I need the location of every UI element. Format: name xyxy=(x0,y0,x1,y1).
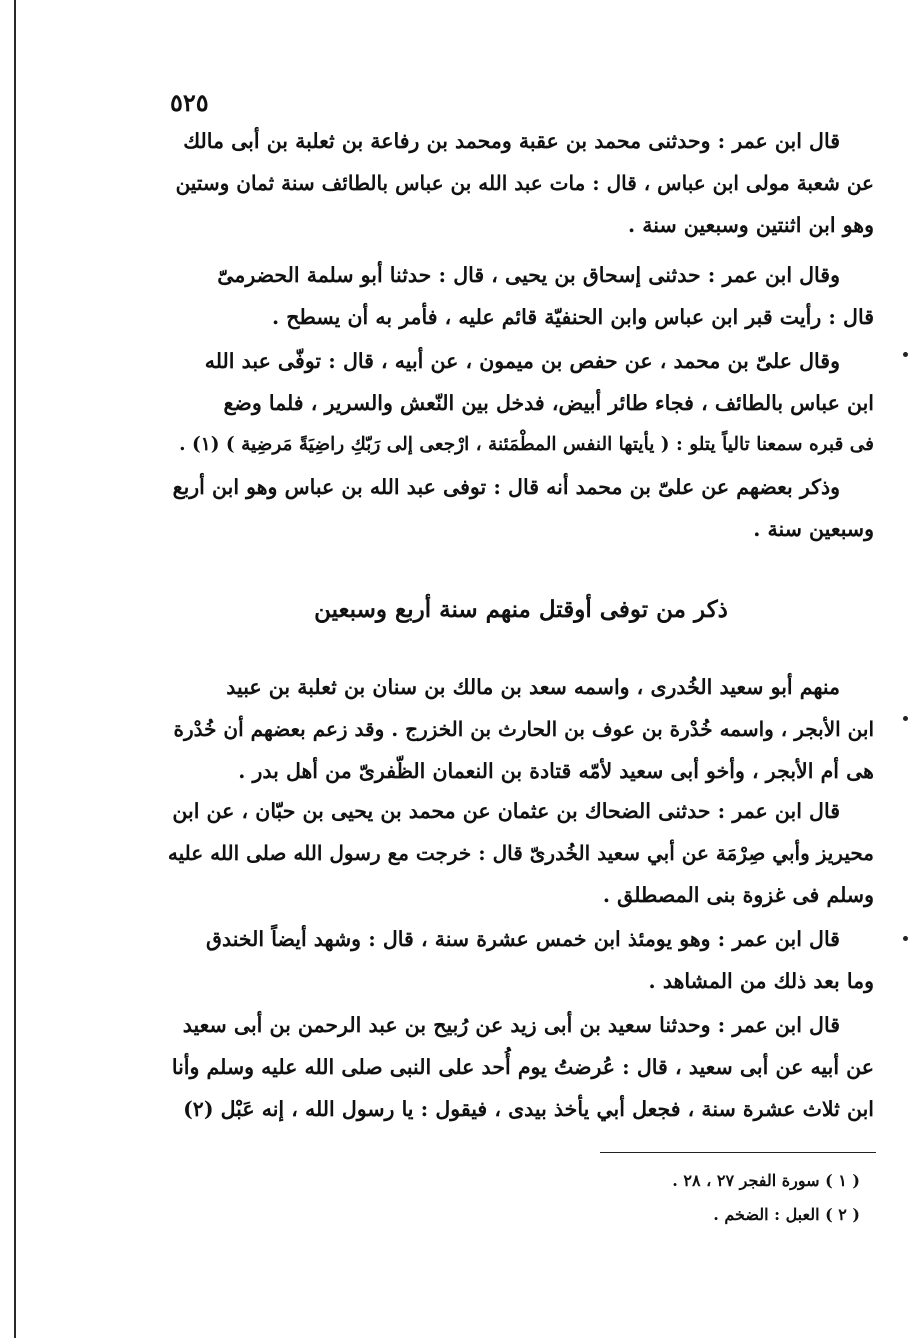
text-line: وما بعد ذلك من المشاهد . xyxy=(648,969,874,993)
text-line: وقال ابن عمر : حدثنى إسحاق بن يحيى ، قال : حدثنا أبو سلمة الحضرمىّ xyxy=(217,263,840,287)
section-heading: ذكر من توفى أوقتل منهم سنة أربع وسبعين xyxy=(314,596,728,623)
text-line: محيريز وأبي صِرْمَة عن أبي سعيد الخُدرىّ قال : خرجت مع رسول الله صلى الله عليه xyxy=(168,841,874,865)
footnote-1: ( ١ ) سورة الفجر ٢٧ ، ٢٨ . xyxy=(672,1171,860,1190)
paragraph-3 xyxy=(168,340,874,466)
text-line: قال : رأيت قبر ابن عباس وابن الحنفيّة قائم عليه ، فأمر به أن يسطح . xyxy=(272,305,874,329)
page-number: ٥٢٥ xyxy=(170,88,209,117)
text-line: ابن عباس بالطائف ، فجاء طائر أبيض، فدخل بين النّعش والسرير ، فلما وضع xyxy=(223,391,874,415)
margin-dot xyxy=(903,716,908,721)
paragraph-4 xyxy=(168,466,874,550)
text-line: وقال علىّ بن محمد ، عن حفص بن ميمون ، عن أبيه ، قال : توفّى عبد الله xyxy=(204,349,840,373)
footnote-2: ( ٢ ) العبل : الضخم . xyxy=(713,1205,860,1224)
margin-dot xyxy=(903,352,908,357)
footnote-divider xyxy=(600,1152,876,1153)
page-edge-line xyxy=(14,0,16,1338)
text-line: وذكر بعضهم عن علىّ بن محمد أنه قال : توفى عبد الله بن عباس وهو ابن أربع xyxy=(172,475,840,499)
text-line: وهو ابن اثنتين وسبعين سنة . xyxy=(628,213,874,237)
text-line: ابن الأبجر ، واسمه خُدْرة بن عوف بن الحارث بن الخزرج . وقد زعم بعضهم أن خُدْرة xyxy=(173,717,874,741)
paragraph-1 xyxy=(168,120,874,246)
text-line: منهم أبو سعيد الخُدرى ، واسمه سعد بن مالك بن سنان بن ثعلبة بن عبيد xyxy=(226,675,840,699)
paragraph-2 xyxy=(168,254,874,338)
paragraph-5 xyxy=(168,666,874,792)
text-line: قال ابن عمر : وحدثنا سعيد بن أبى زيد عن رُبيح بن عبد الرحمن بن أبى سعيد xyxy=(182,1013,840,1037)
text-line: قال ابن عمر : حدثنى الضحاك بن عثمان عن محمد بن يحيى بن حبّان ، عن ابن xyxy=(172,799,840,823)
text-line: قال ابن عمر : وحدثنى محمد بن عقبة ومحمد بن رفاعة بن ثعلبة بن أبى مالك xyxy=(183,129,840,153)
paragraph-8 xyxy=(168,1004,874,1130)
text-line: هى أم الأبجر ، وأخو أبى سعيد لأمّه قتادة بن النعمان الظّفرىّ من أهل بدر . xyxy=(238,759,874,783)
text-line: وسبعين سنة . xyxy=(753,517,874,541)
text-line: ابن ثلاث عشرة سنة ، فجعل أبي يأخذ بيدى ، فيقول : يا رسول الله ، إنه عَبْل (٢) xyxy=(183,1097,874,1121)
text-line: قال ابن عمر : وهو يومئذ ابن خمس عشرة سنة ، قال : وشهد أيضاً الخندق xyxy=(206,927,840,951)
text-line: عن أبيه عن أبى سعيد ، قال : عُرضتُ يوم أُحد على النبى صلى الله عليه وسلم وأنا xyxy=(171,1055,874,1079)
text-line: عن شعبة مولى ابن عباس ، قال : مات عبد الله بن عباس بالطائف سنة ثمان وستين xyxy=(175,171,874,195)
text-line: فى قبره سمعنا تالياً يتلو : ( يأيتها النفس المطْمَئنة ، ارْجعى إلى رَبّكِ راضِيَةً مَرضِية ) (١) . xyxy=(179,434,874,455)
text-line: وسلم فى غزوة بنى المصطلق . xyxy=(602,883,874,907)
paragraph-6 xyxy=(168,790,874,916)
margin-dot xyxy=(903,936,908,941)
paragraph-7 xyxy=(168,918,874,1002)
footnotes xyxy=(500,1164,860,1232)
